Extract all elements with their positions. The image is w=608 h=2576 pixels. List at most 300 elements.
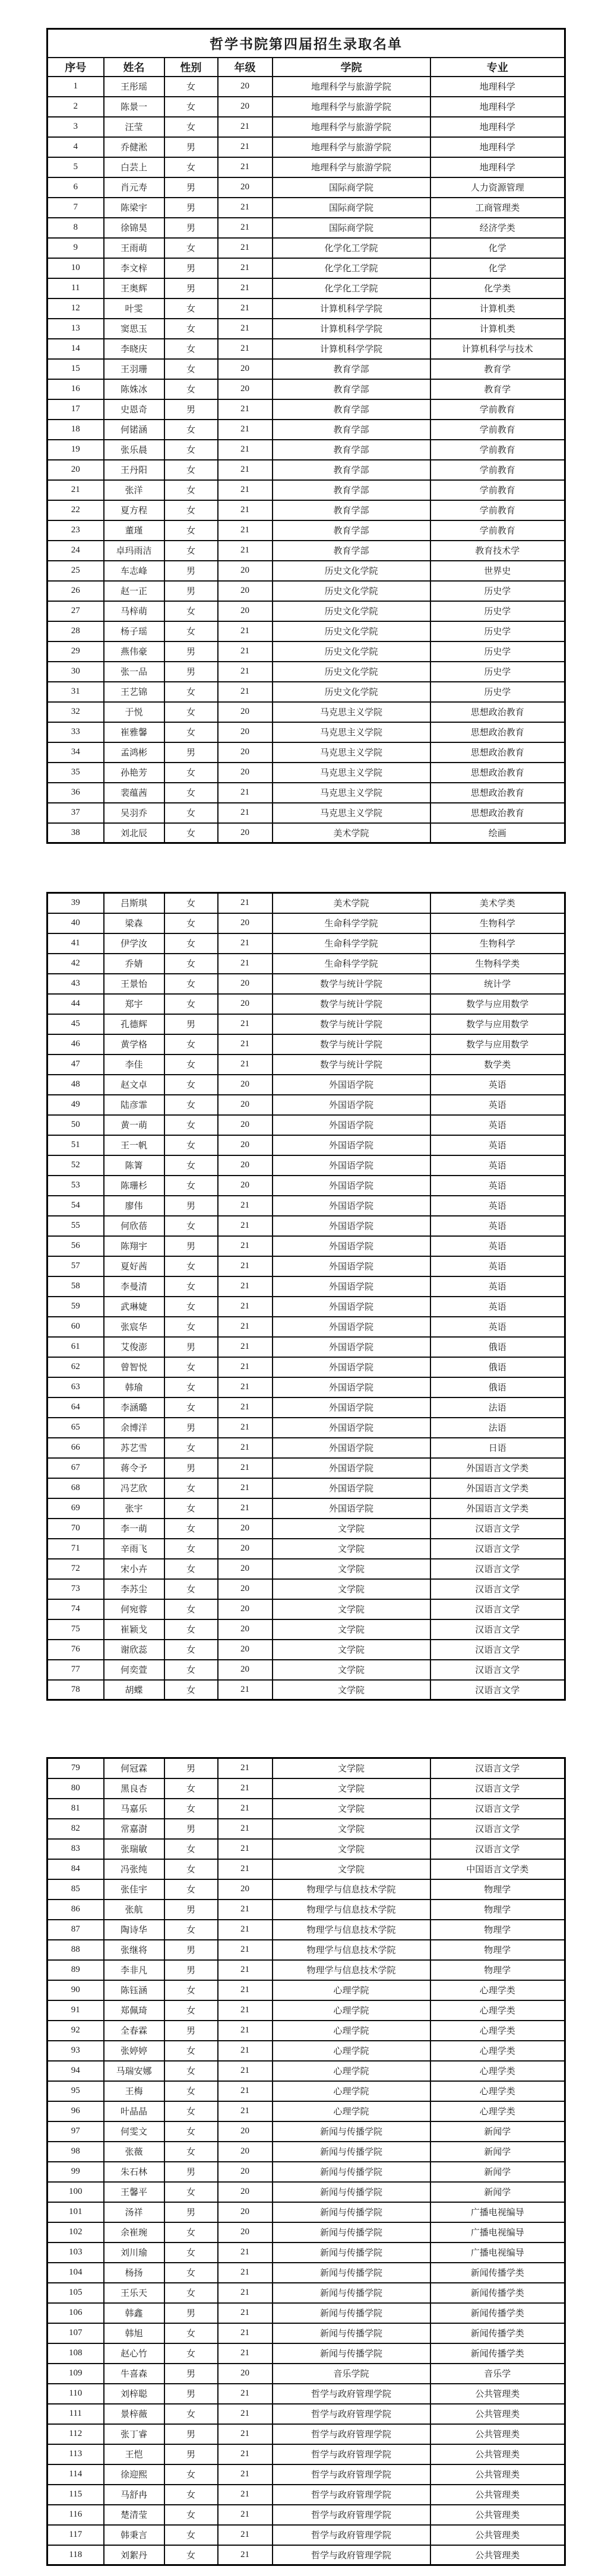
- table-row: [48, 1559, 565, 1579]
- cell-college: 地理科学与旅游学院: [273, 97, 430, 117]
- cell-grade: 21: [218, 339, 273, 359]
- cell-name: 朱石林: [104, 2162, 164, 2182]
- cell-college: 音乐学院: [273, 2364, 430, 2384]
- cell-grade: 20: [218, 581, 273, 601]
- cell-grade: 21: [218, 1357, 273, 1377]
- cell-gender: 女: [164, 682, 218, 702]
- cell-index: 15: [48, 359, 104, 379]
- cell-major: 绘画: [430, 823, 565, 843]
- cell-grade: 21: [218, 2021, 273, 2041]
- cell-college: 新闻与传播学院: [273, 2222, 430, 2243]
- cell-gender: 男: [164, 2202, 218, 2222]
- cell-gender: 女: [164, 601, 218, 621]
- table-row: [48, 1438, 565, 1458]
- cell-grade: 21: [218, 1014, 273, 1034]
- cell-gender: 男: [164, 177, 218, 198]
- cell-gender: 女: [164, 541, 218, 561]
- cell-name: 李晓庆: [104, 339, 164, 359]
- table-row: [48, 1418, 565, 1438]
- cell-name: 陈景一: [104, 97, 164, 117]
- cell-name: 艾俊澎: [104, 1337, 164, 1357]
- cell-gender: 男: [164, 218, 218, 238]
- table-row: [48, 2364, 565, 2384]
- cell-name: 叶雯: [104, 298, 164, 319]
- cell-college: 哲学与政府管理学院: [273, 2404, 430, 2424]
- col-header-name: 姓名: [104, 58, 164, 77]
- cell-index: 44: [48, 994, 104, 1014]
- cell-grade: 21: [218, 2000, 273, 2021]
- cell-index: 56: [48, 1236, 104, 1256]
- cell-name: 李曼清: [104, 1276, 164, 1297]
- cell-index: 55: [48, 1216, 104, 1236]
- cell-major: 英语: [430, 1135, 565, 1155]
- cell-name: 王雨萌: [104, 238, 164, 258]
- cell-grade: 21: [218, 541, 273, 561]
- cell-index: 61: [48, 1337, 104, 1357]
- cell-major: 公共管理类: [430, 2525, 565, 2545]
- cell-gender: 女: [164, 1054, 218, 1075]
- table-row: [48, 1337, 565, 1357]
- cell-major: 生物科学: [430, 913, 565, 933]
- table-row: [48, 1498, 565, 1519]
- cell-grade: 20: [218, 763, 273, 783]
- cell-index: 107: [48, 2323, 104, 2343]
- cell-index: 12: [48, 298, 104, 319]
- table-row: [48, 662, 565, 682]
- cell-name: 王羽珊: [104, 359, 164, 379]
- table-row: [48, 319, 565, 339]
- cell-gender: 女: [164, 1095, 218, 1115]
- cell-major: 英语: [430, 1297, 565, 1317]
- cell-college: 哲学与政府管理学院: [273, 2525, 430, 2545]
- cell-grade: 21: [218, 500, 273, 520]
- cell-grade: 21: [218, 2525, 273, 2545]
- cell-index: 6: [48, 177, 104, 198]
- cell-grade: 21: [218, 319, 273, 339]
- table-row: [48, 1640, 565, 1660]
- cell-gender: 女: [164, 1034, 218, 1054]
- cell-index: 88: [48, 1940, 104, 1960]
- cell-gender: 女: [164, 2142, 218, 2162]
- cell-index: 22: [48, 500, 104, 520]
- cell-college: 国际商学院: [273, 177, 430, 198]
- cell-grade: 20: [218, 1640, 273, 1660]
- cell-index: 28: [48, 621, 104, 641]
- cell-college: 心理学院: [273, 2101, 430, 2121]
- cell-grade: 21: [218, 1498, 273, 1519]
- cell-college: 心理学院: [273, 2081, 430, 2101]
- cell-college: 外国语学院: [273, 1115, 430, 1135]
- cell-index: 21: [48, 480, 104, 500]
- cell-major: 新闻学: [430, 2121, 565, 2142]
- cell-college: 新闻与传播学院: [273, 2121, 430, 2142]
- cell-index: 23: [48, 520, 104, 541]
- cell-index: 66: [48, 1438, 104, 1458]
- cell-major: 公共管理类: [430, 2505, 565, 2525]
- cell-gender: 女: [164, 621, 218, 641]
- cell-grade: 21: [218, 1940, 273, 1960]
- table-row: [48, 1599, 565, 1619]
- cell-index: 39: [48, 893, 104, 913]
- table-row: [48, 2182, 565, 2202]
- cell-grade: 21: [218, 1397, 273, 1418]
- cell-grade: 20: [218, 974, 273, 994]
- cell-major: 地理科学: [430, 137, 565, 157]
- cell-gender: 女: [164, 2101, 218, 2121]
- cell-grade: 21: [218, 137, 273, 157]
- cell-major: 物理学: [430, 1940, 565, 1960]
- cell-college: 美术学院: [273, 893, 430, 913]
- table-row: [48, 339, 565, 359]
- cell-name: 汪莹: [104, 117, 164, 137]
- table-row: [48, 2243, 565, 2263]
- cell-major: 英语: [430, 1317, 565, 1337]
- cell-college: 教育学部: [273, 520, 430, 541]
- cell-grade: 21: [218, 2384, 273, 2404]
- cell-grade: 21: [218, 238, 273, 258]
- cell-grade: 21: [218, 460, 273, 480]
- cell-name: 韩秉言: [104, 2525, 164, 2545]
- cell-grade: 21: [218, 2424, 273, 2444]
- cell-college: 马克思主义学院: [273, 763, 430, 783]
- cell-index: 31: [48, 682, 104, 702]
- cell-grade: 20: [218, 702, 273, 722]
- cell-grade: 20: [218, 722, 273, 742]
- cell-major: 数学与应用数学: [430, 994, 565, 1014]
- cell-name: 韩旭: [104, 2323, 164, 2343]
- table-row: [48, 2323, 565, 2343]
- cell-major: 教育技术学: [430, 541, 565, 561]
- cell-grade: 20: [218, 1619, 273, 1640]
- table-row: [48, 1377, 565, 1397]
- cell-gender: 男: [164, 278, 218, 298]
- cell-college: 马克思主义学院: [273, 702, 430, 722]
- table-row: [48, 2384, 565, 2404]
- cell-gender: 女: [164, 1599, 218, 1619]
- cell-grade: 21: [218, 1980, 273, 2000]
- cell-major: 化学: [430, 258, 565, 278]
- cell-gender: 女: [164, 2525, 218, 2545]
- table-row: [48, 893, 565, 913]
- cell-gender: 女: [164, 994, 218, 1014]
- cell-gender: 女: [164, 2243, 218, 2263]
- cell-gender: 男: [164, 1960, 218, 1980]
- table-row: [48, 298, 565, 319]
- cell-index: 3: [48, 117, 104, 137]
- table-row: [48, 2202, 565, 2222]
- cell-name: 黑良杏: [104, 1778, 164, 1799]
- cell-major: 计算机科学与技术: [430, 339, 565, 359]
- cell-gender: 女: [164, 783, 218, 803]
- cell-grade: 20: [218, 1599, 273, 1619]
- page-title: 哲学书院第四届招生录取名单: [48, 29, 565, 58]
- cell-name: 陈珊杉: [104, 1176, 164, 1196]
- cell-college: 历史文化学院: [273, 682, 430, 702]
- cell-grade: 21: [218, 258, 273, 278]
- cell-college: 哲学与政府管理学院: [273, 2485, 430, 2505]
- cell-gender: 女: [164, 1498, 218, 1519]
- table-row: [48, 1920, 565, 1940]
- cell-name: 李一萌: [104, 1519, 164, 1539]
- cell-college: 数学与统计学院: [273, 1034, 430, 1054]
- cell-college: 新闻与传播学院: [273, 2343, 430, 2364]
- cell-grade: 21: [218, 2101, 273, 2121]
- cell-college: 外国语学院: [273, 1498, 430, 1519]
- cell-grade: 20: [218, 2364, 273, 2384]
- cell-name: 景梓薇: [104, 2404, 164, 2424]
- cell-grade: 20: [218, 77, 273, 97]
- table-row: [48, 2041, 565, 2061]
- cell-major: 人力资源管理: [430, 177, 565, 198]
- cell-grade: 21: [218, 1438, 273, 1458]
- cell-major: 新闻传播学类: [430, 2343, 565, 2364]
- cell-grade: 21: [218, 641, 273, 662]
- table-row: [48, 97, 565, 117]
- cell-index: 91: [48, 2000, 104, 2021]
- cell-name: 史恩奇: [104, 399, 164, 420]
- cell-gender: 女: [164, 1660, 218, 1680]
- cell-index: 117: [48, 2525, 104, 2545]
- table-row: [48, 2162, 565, 2182]
- cell-index: 99: [48, 2162, 104, 2182]
- cell-major: 英语: [430, 1276, 565, 1297]
- cell-index: 27: [48, 601, 104, 621]
- cell-college: 文学院: [273, 1599, 430, 1619]
- cell-name: 李苏尘: [104, 1579, 164, 1599]
- cell-college: 新闻与传播学院: [273, 2263, 430, 2283]
- cell-index: 37: [48, 803, 104, 823]
- cell-name: 张瑞敏: [104, 1839, 164, 1859]
- cell-name: 楚清莹: [104, 2505, 164, 2525]
- cell-index: 84: [48, 1859, 104, 1879]
- table-row: [48, 641, 565, 662]
- cell-major: 教育学: [430, 379, 565, 399]
- cell-grade: 21: [218, 1054, 273, 1075]
- cell-name: 余崔琬: [104, 2222, 164, 2243]
- cell-name: 辛雨飞: [104, 1539, 164, 1559]
- cell-major: 法语: [430, 1397, 565, 1418]
- cell-name: 赵文卓: [104, 1075, 164, 1095]
- cell-index: 59: [48, 1297, 104, 1317]
- cell-major: 心理学类: [430, 2081, 565, 2101]
- table-row: [48, 1357, 565, 1377]
- table-row: [48, 1879, 565, 1900]
- cell-college: 文学院: [273, 1680, 430, 1700]
- cell-grade: 20: [218, 177, 273, 198]
- cell-college: 美术学院: [273, 823, 430, 843]
- cell-name: 叶晶晶: [104, 2101, 164, 2121]
- cell-gender: 女: [164, 480, 218, 500]
- cell-index: 74: [48, 1599, 104, 1619]
- cell-major: 生物科学: [430, 933, 565, 954]
- cell-grade: 21: [218, 2303, 273, 2323]
- admission-table-page-1: [46, 28, 566, 844]
- cell-major: 英语: [430, 1176, 565, 1196]
- cell-major: 计算机类: [430, 319, 565, 339]
- table-row: [48, 1458, 565, 1478]
- table-row: [48, 1135, 565, 1155]
- table-row: [48, 913, 565, 933]
- cell-index: 103: [48, 2243, 104, 2263]
- table-row: [48, 1900, 565, 1920]
- cell-grade: 21: [218, 2485, 273, 2505]
- table-row: [48, 77, 565, 97]
- cell-college: 历史文化学院: [273, 662, 430, 682]
- table-row: [48, 1960, 565, 1980]
- cell-major: 外国语言文学类: [430, 1458, 565, 1478]
- cell-grade: 21: [218, 803, 273, 823]
- cell-grade: 21: [218, 1216, 273, 1236]
- cell-major: 汉语言文学: [430, 1819, 565, 1839]
- cell-gender: 女: [164, 1135, 218, 1155]
- cell-name: 何宛蓉: [104, 1599, 164, 1619]
- cell-college: 外国语学院: [273, 1095, 430, 1115]
- cell-name: 陈梁宇: [104, 198, 164, 218]
- table-row: [48, 2485, 565, 2505]
- cell-major: 外国语言文学类: [430, 1498, 565, 1519]
- cell-college: 哲学与政府管理学院: [273, 2505, 430, 2525]
- cell-name: 张丁睿: [104, 2424, 164, 2444]
- cell-grade: 21: [218, 1377, 273, 1397]
- cell-name: 何锘涵: [104, 420, 164, 440]
- cell-grade: 21: [218, 2323, 273, 2343]
- table-row: [48, 1236, 565, 1256]
- cell-grade: 21: [218, 520, 273, 541]
- cell-gender: 男: [164, 2384, 218, 2404]
- cell-major: 历史学: [430, 662, 565, 682]
- cell-name: 张宇: [104, 1498, 164, 1519]
- cell-major: 法语: [430, 1418, 565, 1438]
- cell-gender: 男: [164, 2444, 218, 2464]
- cell-grade: 21: [218, 783, 273, 803]
- cell-college: 教育学部: [273, 500, 430, 520]
- cell-gender: 女: [164, 2263, 218, 2283]
- table-row: [48, 198, 565, 218]
- cell-name: 王梅: [104, 2081, 164, 2101]
- table-row: [48, 561, 565, 581]
- cell-grade: 21: [218, 218, 273, 238]
- cell-grade: 21: [218, 954, 273, 974]
- cell-college: 地理科学与旅游学院: [273, 77, 430, 97]
- cell-index: 70: [48, 1519, 104, 1539]
- table-row: [48, 440, 565, 460]
- cell-grade: 20: [218, 2121, 273, 2142]
- cell-index: 52: [48, 1155, 104, 1176]
- table-row: [48, 581, 565, 601]
- cell-college: 新闻与传播学院: [273, 2243, 430, 2263]
- admission-table-page-3: [46, 1757, 566, 2566]
- cell-college: 物理学与信息技术学院: [273, 1900, 430, 1920]
- cell-index: 48: [48, 1075, 104, 1095]
- cell-name: 马舒冉: [104, 2485, 164, 2505]
- cell-grade: 20: [218, 2162, 273, 2182]
- cell-gender: 男: [164, 1014, 218, 1034]
- cell-gender: 女: [164, 2182, 218, 2202]
- cell-index: 13: [48, 319, 104, 339]
- cell-college: 化学化工学院: [273, 258, 430, 278]
- table-row: [48, 2545, 565, 2565]
- cell-gender: 女: [164, 1317, 218, 1337]
- cell-name: 陈翔宇: [104, 1236, 164, 1256]
- cell-grade: 21: [218, 298, 273, 319]
- cell-index: 86: [48, 1900, 104, 1920]
- cell-gender: 女: [164, 1680, 218, 1700]
- table-title-row: [48, 29, 565, 58]
- cell-college: 生命科学学院: [273, 933, 430, 954]
- cell-index: 94: [48, 2061, 104, 2081]
- cell-college: 物理学与信息技术学院: [273, 1960, 430, 1980]
- cell-gender: 女: [164, 1799, 218, 1819]
- cell-name: 冯张纯: [104, 1859, 164, 1879]
- cell-major: 汉语言文学: [430, 1559, 565, 1579]
- cell-grade: 21: [218, 1317, 273, 1337]
- cell-gender: 男: [164, 1236, 218, 1256]
- cell-gender: 男: [164, 1196, 218, 1216]
- table-row: [48, 1619, 565, 1640]
- cell-college: 心理学院: [273, 2041, 430, 2061]
- cell-college: 外国语学院: [273, 1075, 430, 1095]
- table-row: [48, 460, 565, 480]
- cell-index: 89: [48, 1960, 104, 1980]
- cell-college: 新闻与传播学院: [273, 2283, 430, 2303]
- cell-major: 广播电视编导: [430, 2202, 565, 2222]
- cell-name: 陈姝冰: [104, 379, 164, 399]
- cell-college: 新闻与传播学院: [273, 2303, 430, 2323]
- cell-gender: 女: [164, 359, 218, 379]
- cell-gender: 男: [164, 662, 218, 682]
- cell-major: 学前教育: [430, 399, 565, 420]
- cell-grade: 20: [218, 1155, 273, 1176]
- cell-name: 张乐晨: [104, 440, 164, 460]
- cell-college: 地理科学与旅游学院: [273, 137, 430, 157]
- cell-name: 刘川瑜: [104, 2243, 164, 2263]
- cell-major: 物理学: [430, 1960, 565, 1980]
- cell-index: 10: [48, 258, 104, 278]
- cell-grade: 20: [218, 1539, 273, 1559]
- cell-major: 公共管理类: [430, 2424, 565, 2444]
- cell-major: 世界史: [430, 561, 565, 581]
- cell-index: 109: [48, 2364, 104, 2384]
- cell-grade: 20: [218, 1176, 273, 1196]
- cell-college: 教育学部: [273, 359, 430, 379]
- table-row: [48, 1758, 565, 1778]
- cell-major: 历史学: [430, 621, 565, 641]
- cell-major: 心理学类: [430, 2061, 565, 2081]
- table-row: [48, 974, 565, 994]
- table-row: [48, 1256, 565, 1276]
- cell-college: 外国语学院: [273, 1216, 430, 1236]
- cell-college: 文学院: [273, 1859, 430, 1879]
- cell-name: 孔德辉: [104, 1014, 164, 1034]
- cell-gender: 女: [164, 803, 218, 823]
- table-row: [48, 1478, 565, 1498]
- table-row: [48, 218, 565, 238]
- cell-college: 数学与统计学院: [273, 1054, 430, 1075]
- cell-grade: 21: [218, 1236, 273, 1256]
- cell-index: 79: [48, 1758, 104, 1778]
- cell-gender: 女: [164, 1980, 218, 2000]
- cell-gender: 女: [164, 117, 218, 137]
- cell-college: 文学院: [273, 1579, 430, 1599]
- cell-index: 24: [48, 541, 104, 561]
- cell-name: 廖伟: [104, 1196, 164, 1216]
- cell-college: 哲学与政府管理学院: [273, 2464, 430, 2485]
- cell-name: 牛喜森: [104, 2364, 164, 2384]
- cell-major: 新闻传播学类: [430, 2283, 565, 2303]
- cell-gender: 男: [164, 198, 218, 218]
- cell-gender: 女: [164, 97, 218, 117]
- cell-college: 外国语学院: [273, 1478, 430, 1498]
